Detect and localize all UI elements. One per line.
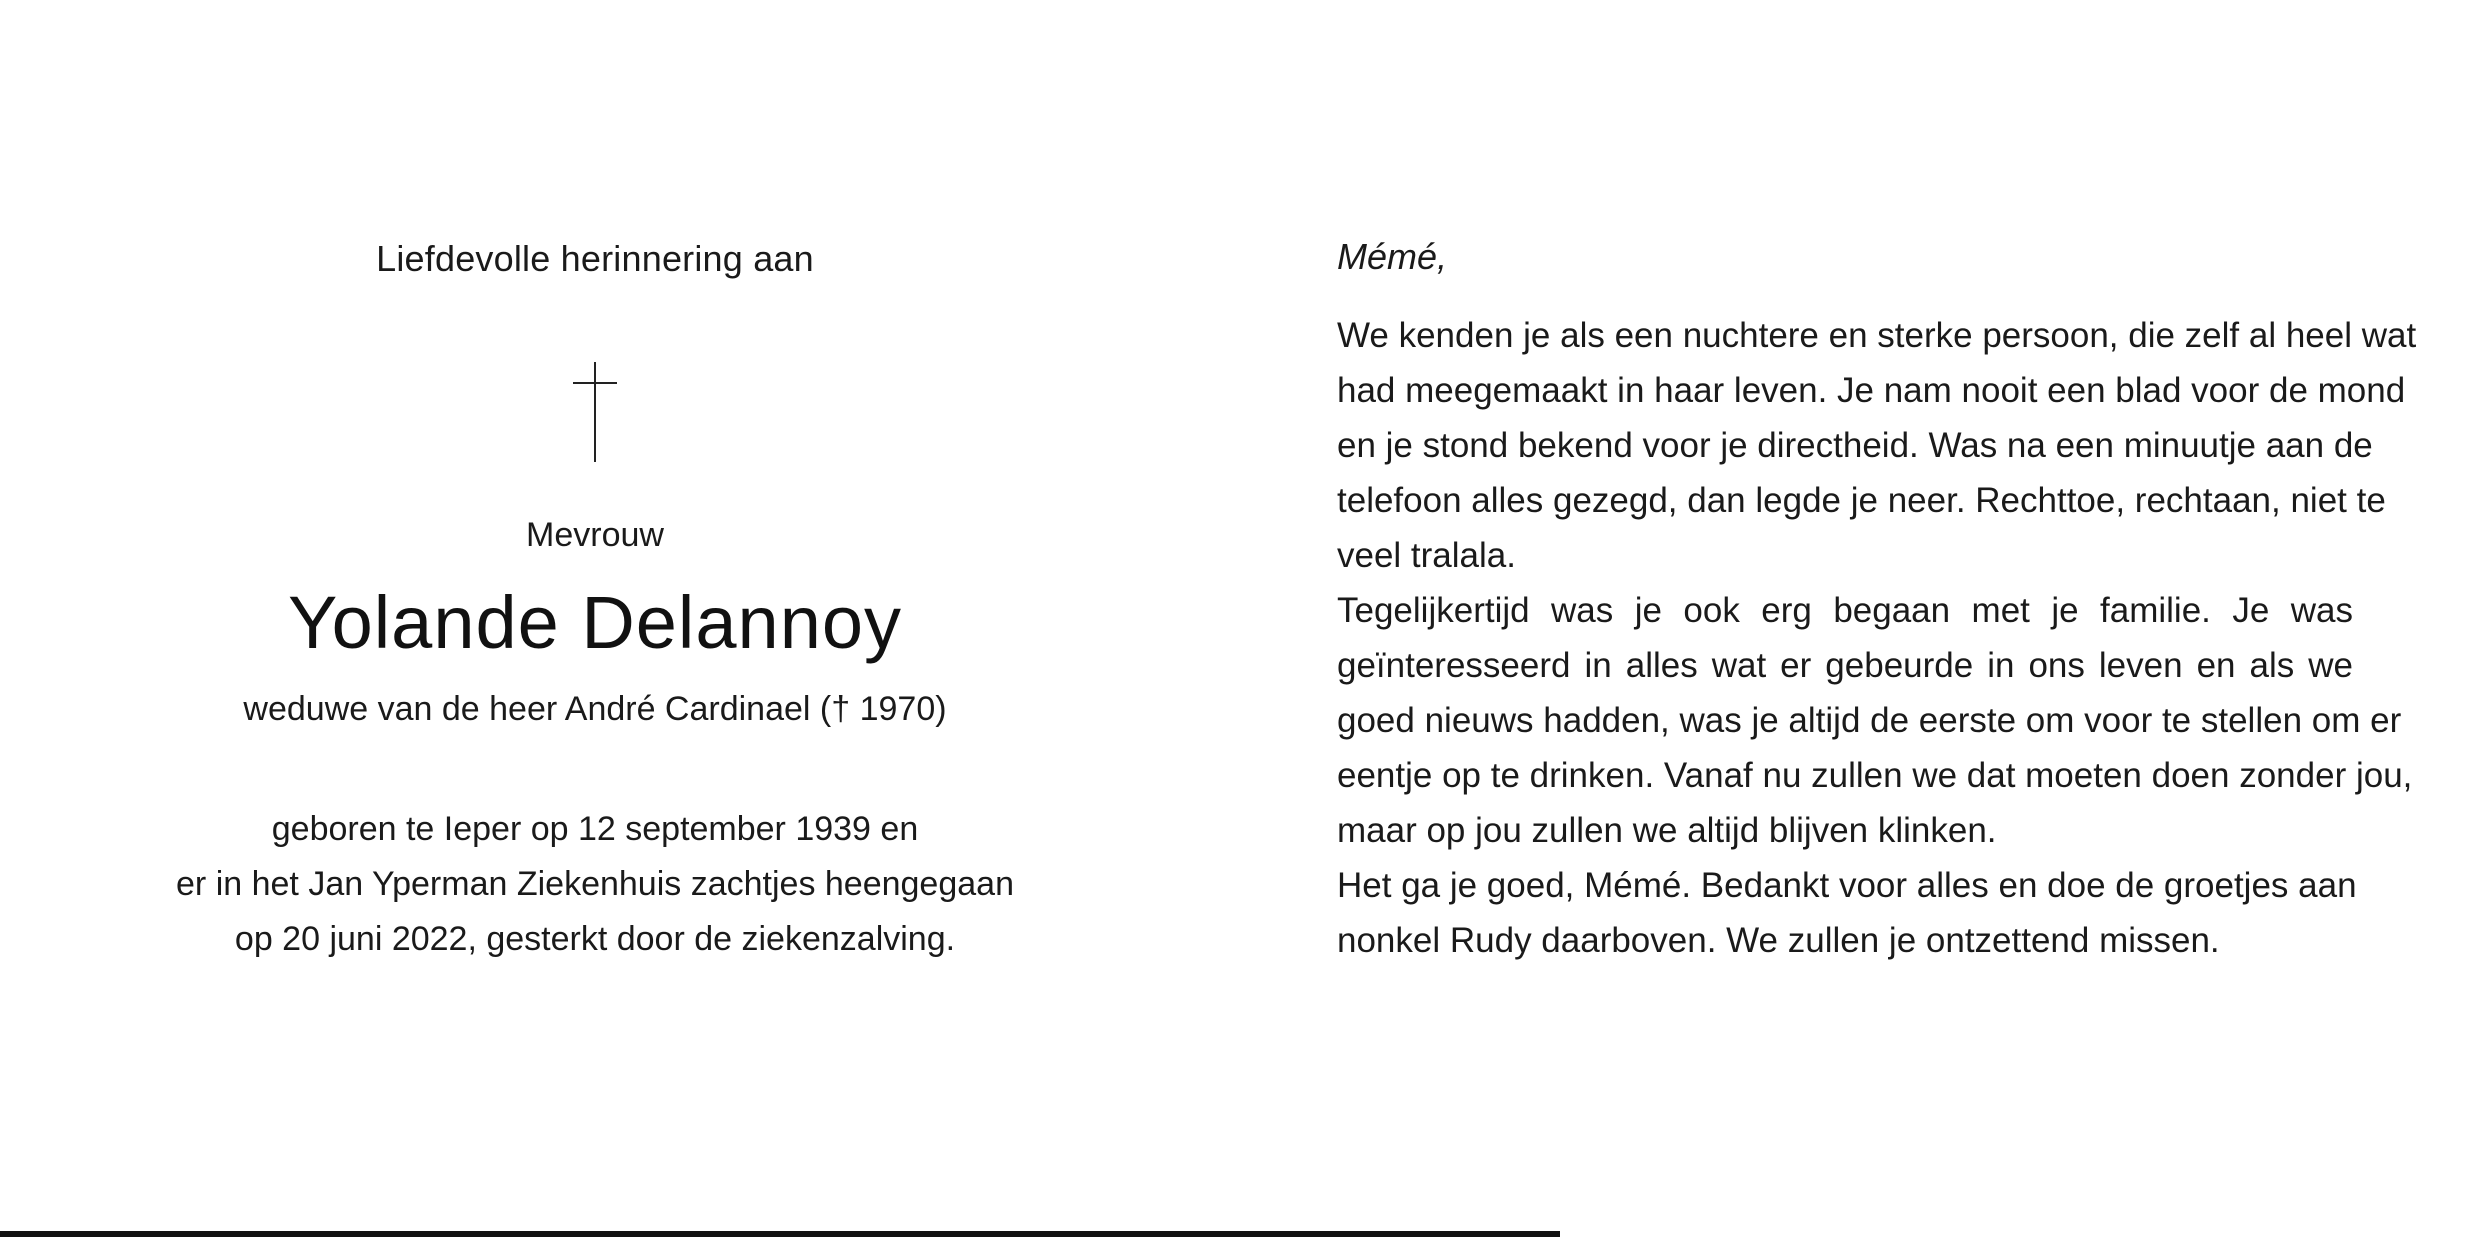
- message-line: maar op jou zullen we altijd blijven klinken.: [1337, 811, 1997, 850]
- message-body: [1337, 308, 2417, 968]
- message-line: Het ga je goed, Mémé. Bedankt voor alles en doe de groetjes aan: [1337, 866, 2357, 905]
- bio-line: geboren te Ieper op 12 september 1939 en: [271, 810, 919, 848]
- bio-block: [140, 802, 1050, 967]
- deceased-name: Yolande Delannoy: [288, 581, 902, 664]
- bottom-edge-rule: [0, 1231, 1560, 1237]
- message-line: telefoon alles gezegd, dan legde je neer. Rechttoe, rechtaan, niet te: [1337, 481, 2386, 520]
- message-line: en je stond bekend voor je directheid. Was na een minuutje aan de: [1337, 426, 2373, 465]
- salutation: Mémé,: [1337, 236, 1448, 277]
- message-line: We kenden je als een nuchtere en sterke persoon, die zelf al heel wat: [1337, 316, 2417, 355]
- message-paragraph: [1337, 858, 2357, 968]
- latin-cross-icon: [573, 362, 617, 462]
- left-panel: [140, 0, 1050, 1237]
- message-line: geïnteresseerd in alles wat er gebeurde in ons leven en als we: [1337, 646, 2353, 685]
- message-line: eentje op te drinken. Vanaf nu zullen we dat moeten doen zonder jou,: [1337, 756, 2413, 795]
- bio-line: er in het Jan Yperman Ziekenhuis zachtjes heengegaan: [176, 865, 1014, 903]
- bio-line: op 20 juni 2022, gesterkt door de ziekenzalving.: [234, 920, 956, 958]
- message-line: veel tralala.: [1337, 536, 1516, 575]
- message-line: Tegelijkertijd was je ook erg begaan met je familie. Je was: [1337, 591, 2353, 630]
- right-panel: [1337, 0, 2417, 1237]
- message-paragraph: [1337, 308, 2417, 583]
- message-line: goed nieuws hadden, was je altijd de eerste om voor te stellen om er: [1337, 701, 2402, 740]
- message-line: nonkel Rudy daarboven. We zullen je ontzettend missen.: [1337, 921, 2220, 960]
- title-prefix: Mevrouw: [526, 516, 664, 554]
- intro-text: Liefdevolle herinnering aan: [376, 238, 814, 279]
- message-line: had meegemaakt in haar leven. Je nam nooit een blad voor de mond: [1337, 371, 2406, 410]
- message-paragraph: [1337, 583, 2413, 858]
- spouse-line: weduwe van de heer André Cardinael († 1970): [243, 690, 947, 728]
